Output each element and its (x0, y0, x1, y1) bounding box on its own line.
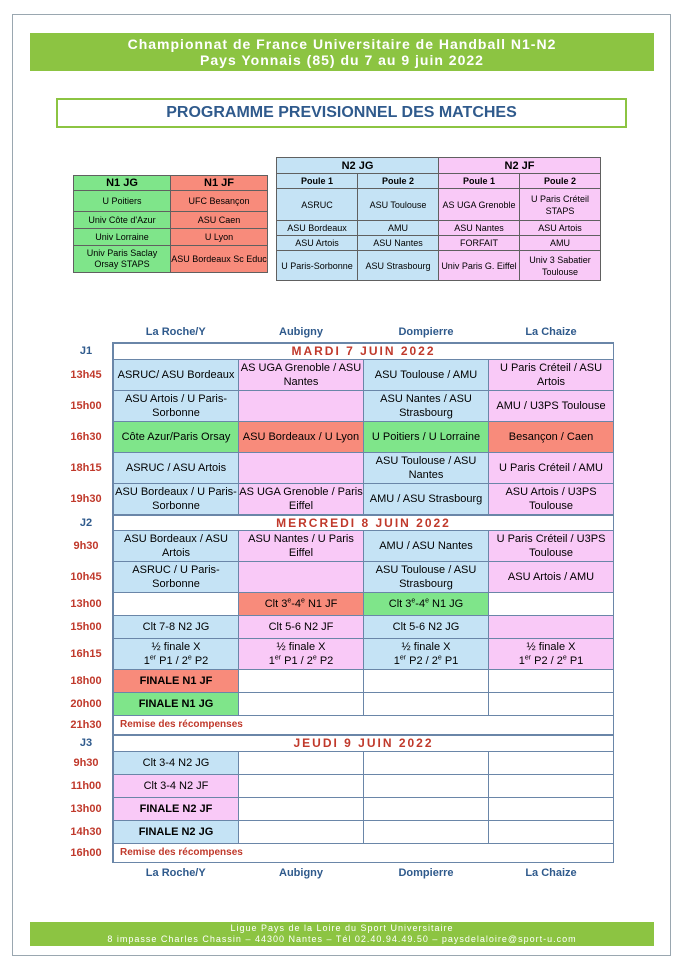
match-cell: AS UGA Grenoble / Paris Eiffel (239, 483, 364, 515)
match-cell (239, 670, 364, 693)
match-cell (239, 693, 364, 716)
n1-groups-table (73, 175, 268, 273)
match-cell: U Paris Créteil / ASU Artois (489, 359, 614, 390)
footer-line1: Ligue Pays de la Loire du Sport Universitaire (230, 923, 454, 933)
n2-team: ASU Artois (277, 236, 358, 251)
venue-footer: La Chaize (525, 866, 577, 879)
match-cell: FINALE N1 JF (113, 670, 239, 693)
match-cell (239, 797, 364, 820)
match-cell (489, 616, 614, 639)
match-cell (364, 693, 489, 716)
slot-time: 9h30 (60, 531, 113, 562)
slot-time: 16h30 (60, 421, 113, 452)
match-cell (364, 774, 489, 797)
n1-jg-team: U Poitiers (74, 191, 171, 212)
match-cell (239, 390, 364, 421)
match-cell: U Paris Créteil / AMU (489, 452, 614, 483)
match-cell: Clt 3-4 N2 JF (113, 774, 239, 797)
poule-header: Poule 2 (358, 174, 439, 189)
poule-header: Poule 1 (277, 174, 358, 189)
match-cell (489, 820, 614, 843)
slot-time: 11h00 (60, 774, 113, 797)
match-cell: Clt 5-6 N2 JG (364, 616, 489, 639)
match-cell: AS UGA Grenoble / ASU Nantes (239, 359, 364, 390)
match-cell (239, 452, 364, 483)
match-cell: ASU Toulouse / AMU (364, 359, 489, 390)
match-cell: ASU Bordeaux / U Paris-Sorbonne (113, 483, 239, 515)
match-cell: ASU Artois / AMU (489, 562, 614, 593)
n1-jg-team: Univ Côte d'Azur (74, 212, 171, 229)
match-cell (489, 693, 614, 716)
match-cell: ½ finale X 1er P2 / 2e P1 (489, 639, 614, 670)
match-cell (239, 774, 364, 797)
poule-header: Poule 2 (520, 174, 601, 189)
slot-time: 13h45 (60, 359, 113, 390)
footer-line2: 8 impasse Charles Chassin – 44300 Nantes – Tél 02.40.94.49.50 – paysdelaloire@sport-u.com (107, 934, 577, 944)
n1-jf-team: ASU Caen (171, 212, 268, 229)
n1-jf-header: N1 JF (171, 176, 268, 191)
match-cell: Besançon / Caen (489, 421, 614, 452)
match-cell (489, 670, 614, 693)
venue-header: Aubigny (279, 326, 323, 338)
day-label: J2 (60, 515, 113, 531)
n1-jg-header: N1 JG (74, 176, 171, 191)
match-cell (239, 562, 364, 593)
match-cell: ASU Toulouse / ASU Nantes (364, 452, 489, 483)
match-cell (364, 820, 489, 843)
match-cell: AMU / U3PS Toulouse (489, 390, 614, 421)
page-title: PROGRAMME PREVISIONNEL DES MATCHES (56, 98, 627, 128)
n2-team: U Paris Créteil STAPS (520, 189, 601, 221)
n2-team: Univ 3 Sabatier Toulouse (520, 251, 601, 281)
match-cell: ½ finale X 1er P1 / 2e P2 (239, 639, 364, 670)
match-cell: ASRUC / ASU Artois (113, 452, 239, 483)
match-cell: ½ finale X 1er P1 / 2e P2 (113, 639, 239, 670)
venue-footer: Aubigny (279, 866, 323, 879)
match-cell: Clt 5-6 N2 JF (239, 616, 364, 639)
match-cell: ASU Nantes / ASU Strasbourg (364, 390, 489, 421)
match-cell: FINALE N2 JG (113, 820, 239, 843)
footer-banner (30, 922, 654, 946)
slot-time: 10h45 (60, 562, 113, 593)
match-cell (113, 593, 239, 616)
awards-ceremony: Remise des récompenses (113, 716, 614, 736)
n1-jf-team: ASU Bordeaux Sc Educ (171, 246, 268, 273)
n2-team: AMU (358, 221, 439, 236)
venue-footer: Dompierre (398, 866, 454, 879)
match-cell: Côte Azur/Paris Orsay (113, 421, 239, 452)
n2-team: ASU Nantes (439, 221, 520, 236)
n2-team: ASU Nantes (358, 236, 439, 251)
slot-time: 13h00 (60, 593, 113, 616)
match-cell (239, 751, 364, 774)
slot-time: 20h00 (60, 693, 113, 716)
match-cell: ASU Nantes / U Paris Eiffel (239, 531, 364, 562)
n2-team: FORFAIT (439, 236, 520, 251)
match-cell: ASU Bordeaux / U Lyon (239, 421, 364, 452)
slot-time: 18h15 (60, 452, 113, 483)
header-line1: Championnat de France Universitaire de Handball N1-N2 (127, 36, 557, 52)
venue-header: La Chaize (525, 326, 577, 338)
n1-jg-team: Univ Paris Saclay Orsay STAPS (74, 246, 171, 273)
match-cell (364, 751, 489, 774)
n2-team: ASU Strasbourg (358, 251, 439, 281)
n2-team: Univ Paris G. Eiffel (439, 251, 520, 281)
slot-time: 13h00 (60, 797, 113, 820)
slot-time: 19h30 (60, 483, 113, 515)
slot-time: 15h00 (60, 616, 113, 639)
match-cell: FINALE N1 JG (113, 693, 239, 716)
day-label: J3 (60, 735, 113, 751)
slot-time: 18h00 (60, 670, 113, 693)
venue-footer: La Roche/Y (145, 866, 206, 879)
match-cell: U Poitiers / U Lorraine (364, 421, 489, 452)
venue-header: La Roche/Y (145, 326, 206, 338)
match-cell: ASRUC/ ASU Bordeaux (113, 359, 239, 390)
match-cell: ASU Artois / U3PS Toulouse (489, 483, 614, 515)
n2-team: ASRUC (277, 189, 358, 221)
match-cell (489, 774, 614, 797)
n1-jf-team: UFC Besançon (171, 191, 268, 212)
match-cell: Clt 3e-4e N1 JF (239, 593, 364, 616)
match-cell (364, 670, 489, 693)
header-banner (30, 33, 654, 71)
slot-time: 16h15 (60, 639, 113, 670)
slot-time: 14h30 (60, 820, 113, 843)
n2-team: U Paris-Sorbonne (277, 251, 358, 281)
slot-time: 21h30 (60, 716, 113, 736)
match-cell: ASU Toulouse / ASU Strasbourg (364, 562, 489, 593)
day-date: MERCREDI 8 JUIN 2022 (113, 515, 614, 531)
match-cell (489, 751, 614, 774)
day-date: JEUDI 9 JUIN 2022 (113, 735, 614, 751)
match-cell: ASU Artois / U Paris-Sorbonne (113, 390, 239, 421)
match-cell (239, 820, 364, 843)
match-cell: ASRUC / U Paris-Sorbonne (113, 562, 239, 593)
match-cell: AMU / ASU Strasbourg (364, 483, 489, 515)
slot-time: 15h00 (60, 390, 113, 421)
n1-jf-team: U Lyon (171, 229, 268, 246)
venue-header: Dompierre (398, 326, 454, 338)
match-cell: ASU Bordeaux / ASU Artois (113, 531, 239, 562)
match-cell (364, 797, 489, 820)
match-cell: U Paris Créteil / U3PS Toulouse (489, 531, 614, 562)
match-cell: ½ finale X 1er P2 / 2e P1 (364, 639, 489, 670)
day-label: J1 (60, 343, 113, 359)
n2-groups-table (276, 157, 601, 281)
match-cell (489, 593, 614, 616)
match-cell: Clt 3-4 N2 JG (113, 751, 239, 774)
n2-team: ASU Toulouse (358, 189, 439, 221)
match-cell (489, 797, 614, 820)
n1-jg-team: Univ Lorraine (74, 229, 171, 246)
awards-ceremony: Remise des récompenses (113, 843, 614, 862)
match-cell: AMU / ASU Nantes (364, 531, 489, 562)
poule-header: Poule 1 (439, 174, 520, 189)
header-line2: Pays Yonnais (85) du 7 au 9 juin 2022 (200, 52, 484, 68)
match-cell: Clt 3e-4e N1 JG (364, 593, 489, 616)
slot-time: 16h00 (60, 843, 113, 862)
schedule-table (60, 322, 614, 883)
slot-time: 9h30 (60, 751, 113, 774)
n2-team: ASU Bordeaux (277, 221, 358, 236)
n2-team: AMU (520, 236, 601, 251)
day-date: MARDI 7 JUIN 2022 (113, 343, 614, 359)
n2-jg-header: N2 JG (277, 158, 439, 174)
match-cell: FINALE N2 JF (113, 797, 239, 820)
n2-jf-header: N2 JF (439, 158, 601, 174)
n2-team: AS UGA Grenoble (439, 189, 520, 221)
n2-team: ASU Artois (520, 221, 601, 236)
match-cell: Clt 7-8 N2 JG (113, 616, 239, 639)
